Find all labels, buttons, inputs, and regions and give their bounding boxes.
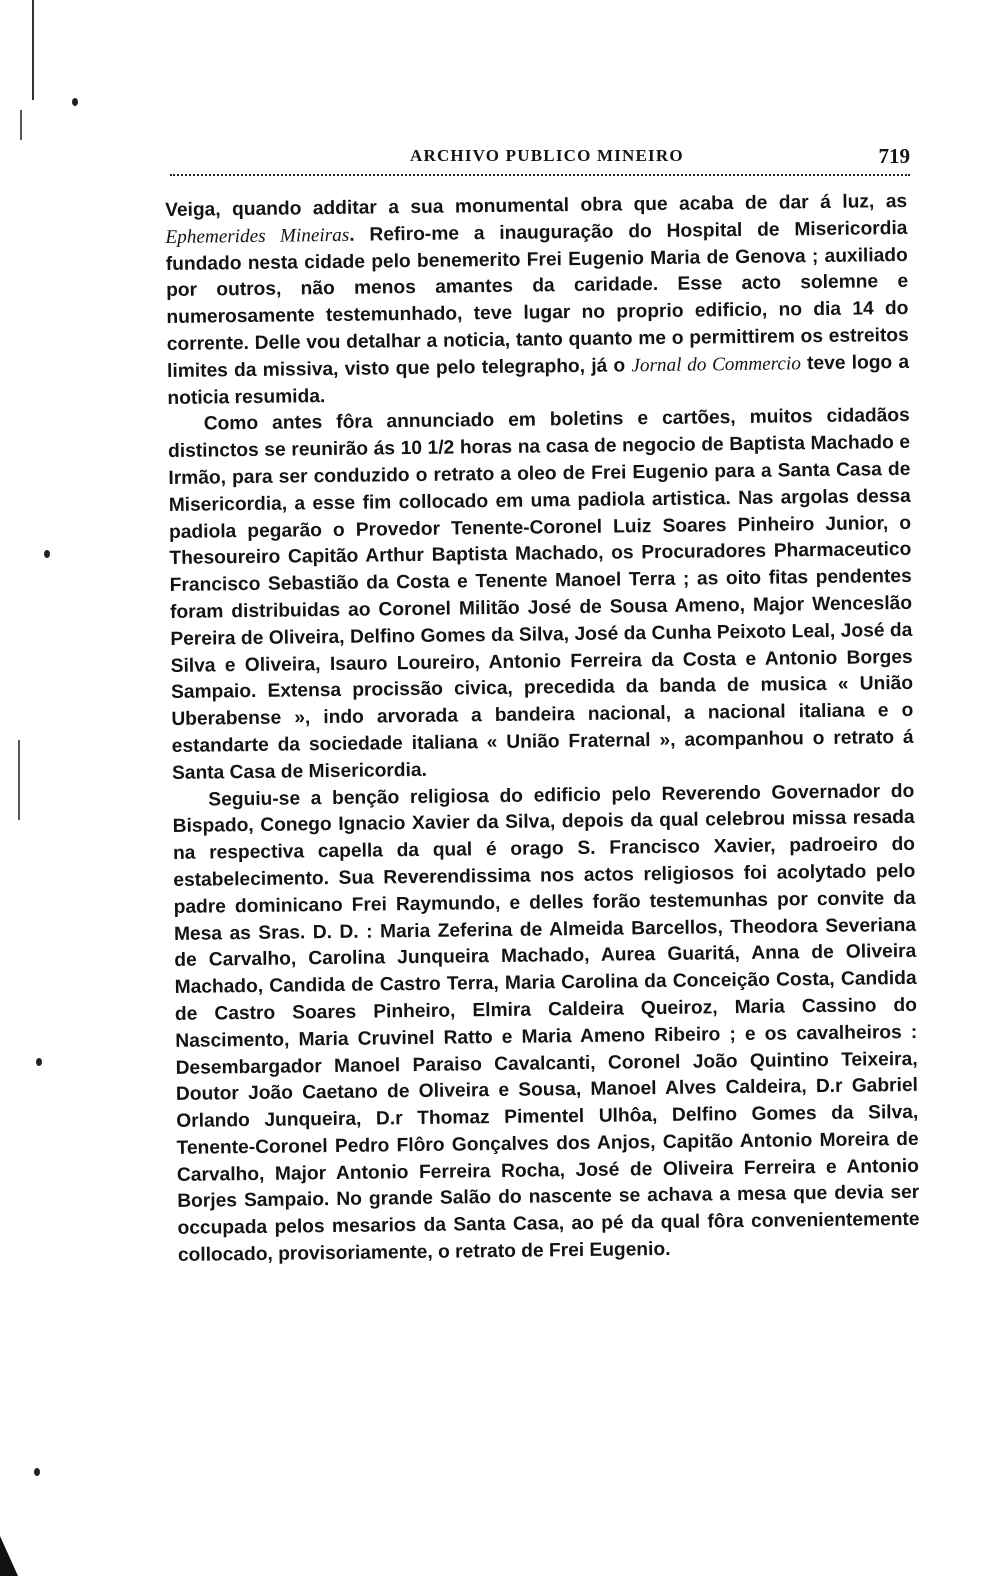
page-corner-shadow [0, 1536, 18, 1576]
paragraph-text: Seguiu-se a benção religiosa do edificio pelo Reverendo Governador do Bispado, Conego Ignacio Xavier da Silva, depois da qual celebrou missa resada na respectiva capella da qual é orago S. Francisco Xavier, padroeiro do estabelecimento. Sua Reverendissima nos actos religiosos foi acolytado pelo padre dominicano Frei Raymundo, e delles forão testemunhas por convite da Mesa as Sras. D. D. : Maria Zeferina de Almeida Barcellos, Theodora Severiana de Carvalho, Carolina Junqueira Machado, Aurea Guaritá, Anna de Oliveira Machado, Candida de Castro Terra, Maria Carolina da Conceição Costa, Candida de Castro Soares Pinheiro, Elmira Caldeira Queiroz, Maria Cassino do Nascimento, Maria Cruvinel Ratto e Maria Ameno Ribeiro ; e os cavalheiros : Desembargador Manoel Paraiso Cavalcanti, Coronel João Quintino Teixeira, Doutor João Caetano de Oliveira e Sousa, Manoel Alves Caldeira, D.r Gabriel Orlando Junqueira, D.r Thomaz Pimentel Ulhôa, Delfino Gomes da Silva, Tenente-Coronel Pedro Flôro Gonçalves dos Anjos, Capitão Antonio Moreira de Carvalho, Major Antonio Ferreira Rocha, José de Oliveira Ferreira e Antonio Borjes Sampaio. No grande Salão do nascente se achava a mesa que devia ser occupada pelos mesarios da Santa Casa, ao pé da qual fôra convenientemente collocado, provisoriamente, o retrato de Frei Eugenio. [172, 780, 920, 1266]
paragraph-text: Veiga, quando additar a sua monumental obra que acaba de dar á luz, as [165, 190, 908, 221]
header-rule [170, 174, 910, 178]
margin-speck [36, 1058, 42, 1066]
page-header [170, 140, 910, 180]
paragraph-text: Como antes fôra annunciado em boletins e cartões, muitos cidadãos distinctos se reunirão ás 10 1/2 horas na casa de negocio de Baptista Machado e Irmão, para ser conduzido o retrato a oleo de Frei Eugenio para a Santa Casa de Misericordia, a esse fim collocado em uma padiola artistica. Nas argolas dessa padiola pegarão o Provedor Tenente-Coronel Luiz Soares Pinheiro Junior, o Thesoureiro Capitão Arthur Baptista Machado, os Procuradores Pharmaceutico Francisco Sebastião da Costa e Tenente Manoel Terra ; as oito fitas pendentes foram distribuidas ao Coronel Militão José de Sousa Ameno, Major Wenceslão Pereira de Oliveira, Delfino Gomes da Silva, José da Cunha Peixoto Leal, José da Silva e Oliveira, Isauro Loureiro, Antonio Ferreira da Costa e Antonio Borges Sampaio. Extensa procissão civica, precedida da banda de musica « União Uberabense », indo arvorada a bandeira nacional, a nacional italiana e o estandarte da sociedade italiana « União Fraternal », acompanhou o retrato á Santa Casa de Misericordia. [167, 405, 914, 784]
running-title: ARCHIVO PUBLICO MINEIRO [410, 146, 684, 165]
paragraph-text: . Refiro-me a inauguração do Hospital de Misericordia fundado nesta cidade pelo benemerito Frei Eugenio Maria de Genova ; auxiliado por outros, não menos amantes da caridade. Esse acto solemne e numerosamente testemunhado, teve lugar no proprio edificio, no dia 14 do corrente. Delle vou detalhar a noticia, tanto quanto me o permittirem os estreitos limites da missiva, visto que pelo telegrapho, já o [165, 217, 909, 382]
margin-speck [34, 1468, 40, 1476]
page-number: 719 [878, 144, 910, 168]
paragraph-text: teve logo a noticia resumida. [167, 351, 910, 409]
paragraph [168, 403, 915, 787]
paragraph [165, 189, 910, 412]
margin-speck [44, 550, 50, 558]
margin-speck [72, 98, 78, 106]
body-text [165, 189, 920, 1270]
margin-tick [18, 740, 20, 820]
paragraph [172, 778, 920, 1269]
italic-title-text: Ephemerides Mineiras [165, 224, 350, 248]
margin-tick [20, 110, 22, 140]
page-edge-line [32, 0, 34, 100]
italic-title-text: Jornal do Commercio [631, 353, 801, 377]
